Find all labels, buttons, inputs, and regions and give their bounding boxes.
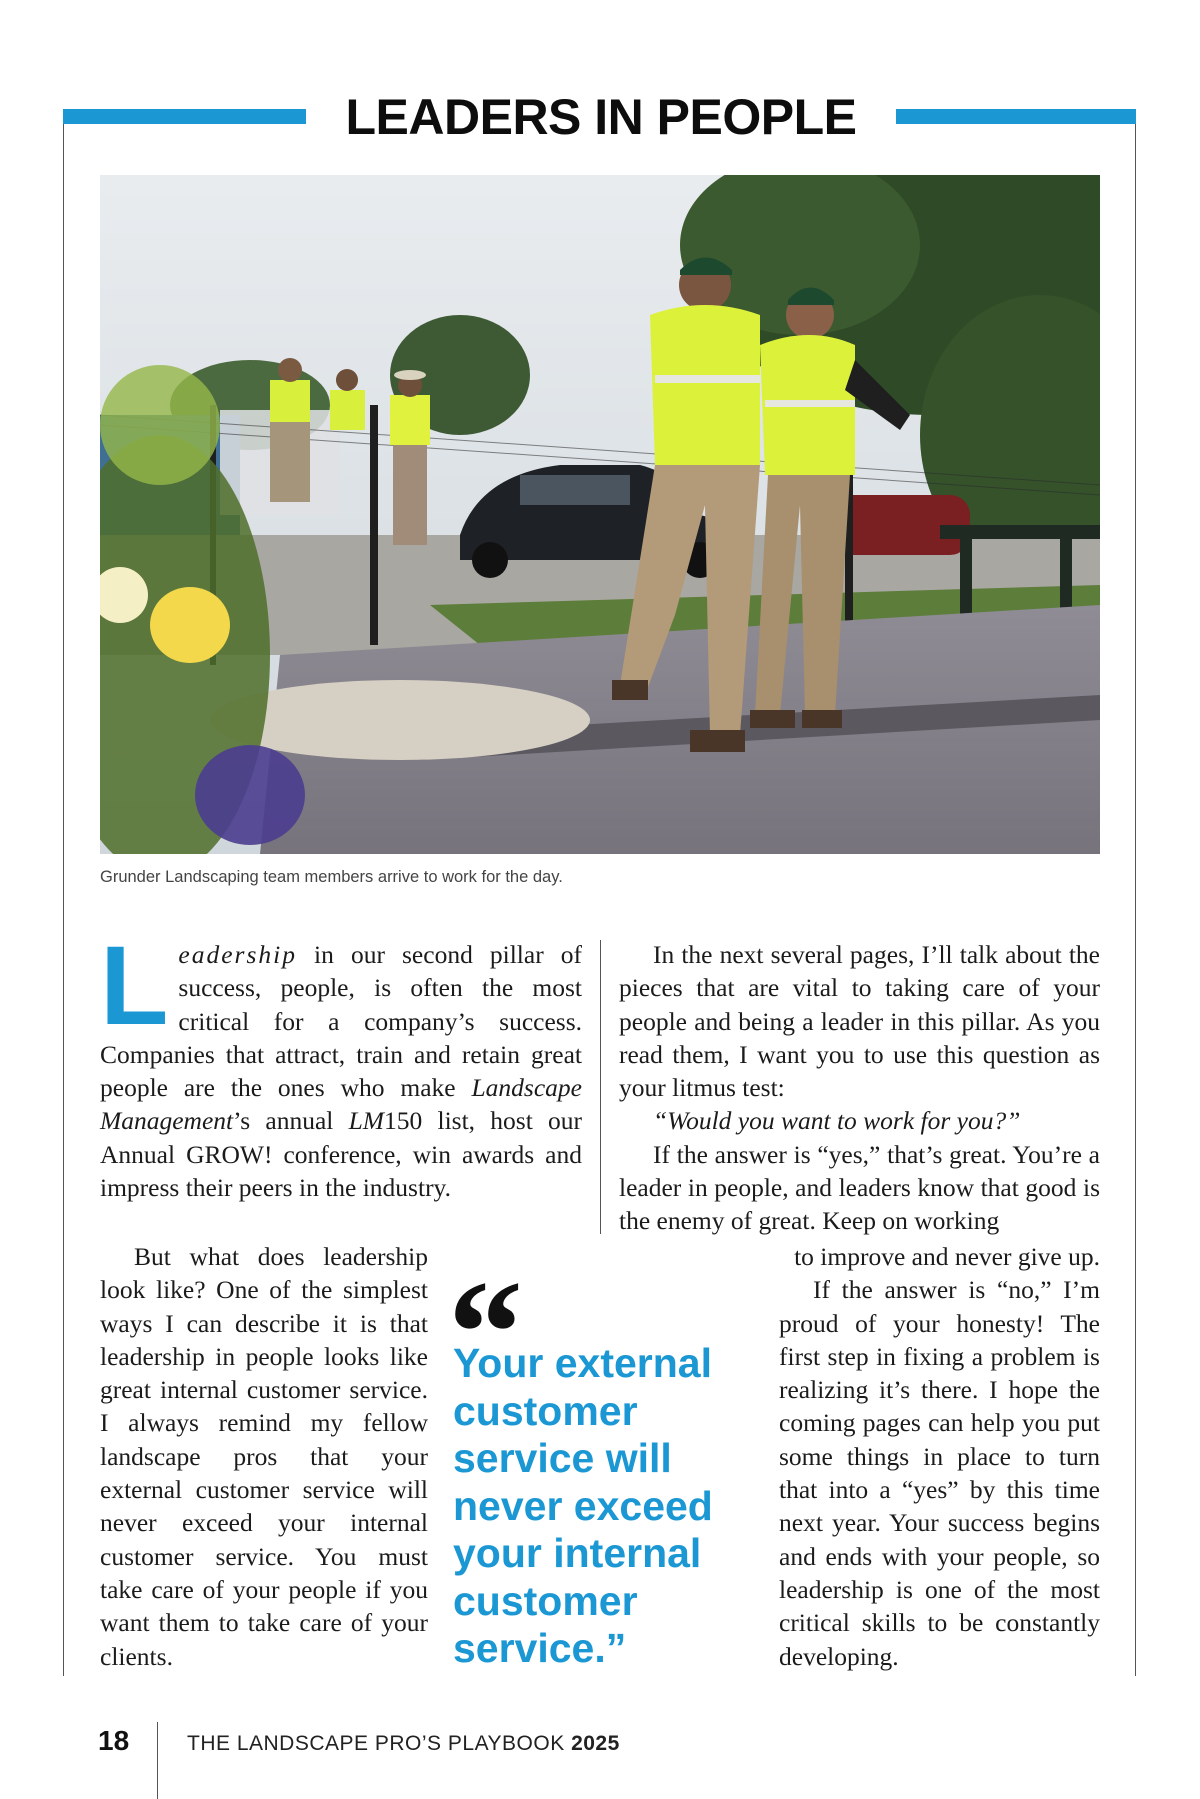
article-paragraph-4-continued: to improve and never give up. (794, 1242, 1100, 1271)
publication-name: Landscape Management (100, 1073, 582, 1136)
page-frame-right-rule (1135, 116, 1136, 1676)
header-accent-bar-right (896, 109, 1136, 124)
publication-year: 2025 (571, 1732, 620, 1755)
article-paragraph-1 (100, 923, 582, 1204)
photo-caption: Grunder Landscaping team members arrive to work for the day. (100, 868, 563, 886)
page-number: 18 (98, 1725, 130, 1756)
list-name: LM (348, 1106, 385, 1136)
article-column-right (619, 938, 1100, 1238)
quote-mark-icon: “ (448, 1250, 523, 1416)
article-photo (100, 175, 1100, 854)
article-paragraph-4: If the answer is “yes,” that’s great. You’re a leader in people, and leaders know that good is the enemy of great. Keep on working (619, 1139, 1100, 1236)
article-column-right-lower (779, 1240, 1100, 1673)
footer-publication-title (187, 1732, 620, 1756)
paragraph-1-end: 150 list, host our Annual GROW! conference, win awards and impress their peers in the industry. (100, 1106, 582, 1203)
litmus-question (619, 1104, 1100, 1137)
litmus-question-text: “Would you want to work for you?” (653, 1106, 1021, 1136)
publication-title: THE LANDSCAPE PRO’S PLAYBOOK (187, 1732, 565, 1755)
page-frame-left-rule (63, 116, 64, 1676)
paragraph-1-text: in our second pillar of success, people, is often the most critical for a company’s success. Companies that attract, train and retain great people are the ones who make (100, 940, 582, 1103)
article-column-left (100, 923, 582, 1204)
drop-cap: L (100, 923, 169, 1048)
article-paragraph-3: In the next several pages, I’ll talk about the pieces that are vital to taking care of your people and being a leader in this pillar. As you read them, I want you to use this question as your litmus test: (619, 940, 1100, 1103)
pull-quote: Your external customer service will never exceed your internal customer service.” (453, 1340, 713, 1671)
article-column-left-lower (100, 1240, 428, 1673)
article-paragraph-5: If the answer is “no,” I’m proud of your honesty! The first step in fixing a problem is realizing it’s there. I hope the coming pages can help you put some things in place to turn that into a “yes” by this time next year. Your success begins and ends with your people, so leadership is one of the most critical skills to be constantly developing. (779, 1275, 1100, 1671)
column-divider (600, 940, 601, 1234)
header-accent-bar-left (63, 109, 306, 124)
paragraph-1-mid: ’s annual (233, 1106, 349, 1136)
footer-divider (157, 1722, 158, 1799)
lead-word: eadership (178, 940, 297, 969)
page-title: LEADERS IN PEOPLE (345, 89, 857, 145)
article-paragraph-2: But what does leadership look like? One of the simplest ways I can describe it is that leadership in people looks like great internal customer service. I always remind my fellow landscape pros that your external customer service will never exceed your internal customer service. You must take care of your people if you want them to take care of your clients. (100, 1242, 428, 1671)
